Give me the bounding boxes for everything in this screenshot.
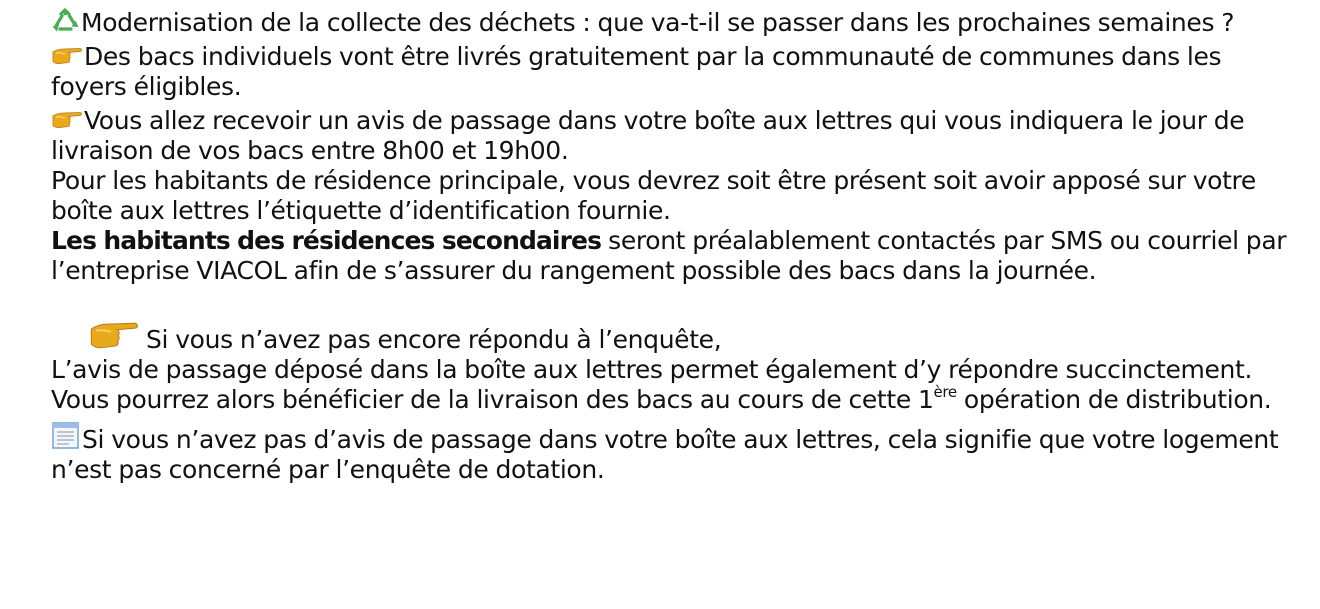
paragraph-reponse	[51, 355, 1291, 415]
enquete-text: Si vous n’avez pas encore répondu à l’enquête,	[146, 325, 722, 354]
pointing-hand-icon	[51, 42, 83, 63]
reponse-end-text: opération de distribution.	[956, 385, 1272, 414]
reponse-text: L’avis de passage déposé dans la boîte aux lettres permet également d’y répondre succinctement. Vous pourrez alors bénéficier de la livraison des bacs au cours de cette 1	[51, 355, 1253, 414]
avis-text: Vous allez recevoir un avis de passage dans votre boîte aux lettres qui vous indiquera le jour de livraison de vos bacs entre 8h00 et 19h00.	[51, 106, 1245, 165]
recycle-icon	[51, 8, 80, 33]
pointing-hand-icon	[51, 106, 83, 127]
non-concerne-text: Si vous n’avez pas d’avis de passage dans votre boîte aux lettres, cela signifie que votre logement n’est pas concerné par l’enquête de dotation.	[51, 425, 1279, 484]
document-body	[51, 6, 1291, 485]
paragraph-principale	[51, 166, 1291, 226]
paragraph-avis	[51, 106, 1291, 166]
pointing-hand-icon	[88, 316, 140, 350]
secondaires-text: seront préalablement contactés par SMS ou courriel par l’entreprise VIACOL afin de s’assurer du rangement possible des bacs dans la journée.	[51, 226, 1287, 285]
notepad-icon	[51, 421, 80, 450]
paragraph-enquete	[51, 314, 1291, 355]
superscript-ere: ère	[933, 383, 957, 401]
paragraph-non-concerne	[51, 419, 1291, 485]
paragraph-bacs	[51, 42, 1291, 102]
secondaires-bold: Les habitants des résidences secondaires	[51, 226, 602, 255]
bacs-text: Des bacs individuels vont être livrés gratuitement par la communauté de communes dans les foyers éligibles.	[51, 42, 1222, 101]
paragraph-secondaires	[51, 226, 1291, 286]
principale-text: Pour les habitants de résidence principale, vous devrez soit être présent soit avoir apposé sur votre boîte aux lettres l’étiquette d’identification fournie.	[51, 166, 1256, 225]
paragraph-title	[51, 6, 1291, 38]
title-text: Modernisation de la collecte des déchets : que va-t-il se passer dans les prochaines semaines ?	[81, 8, 1235, 37]
